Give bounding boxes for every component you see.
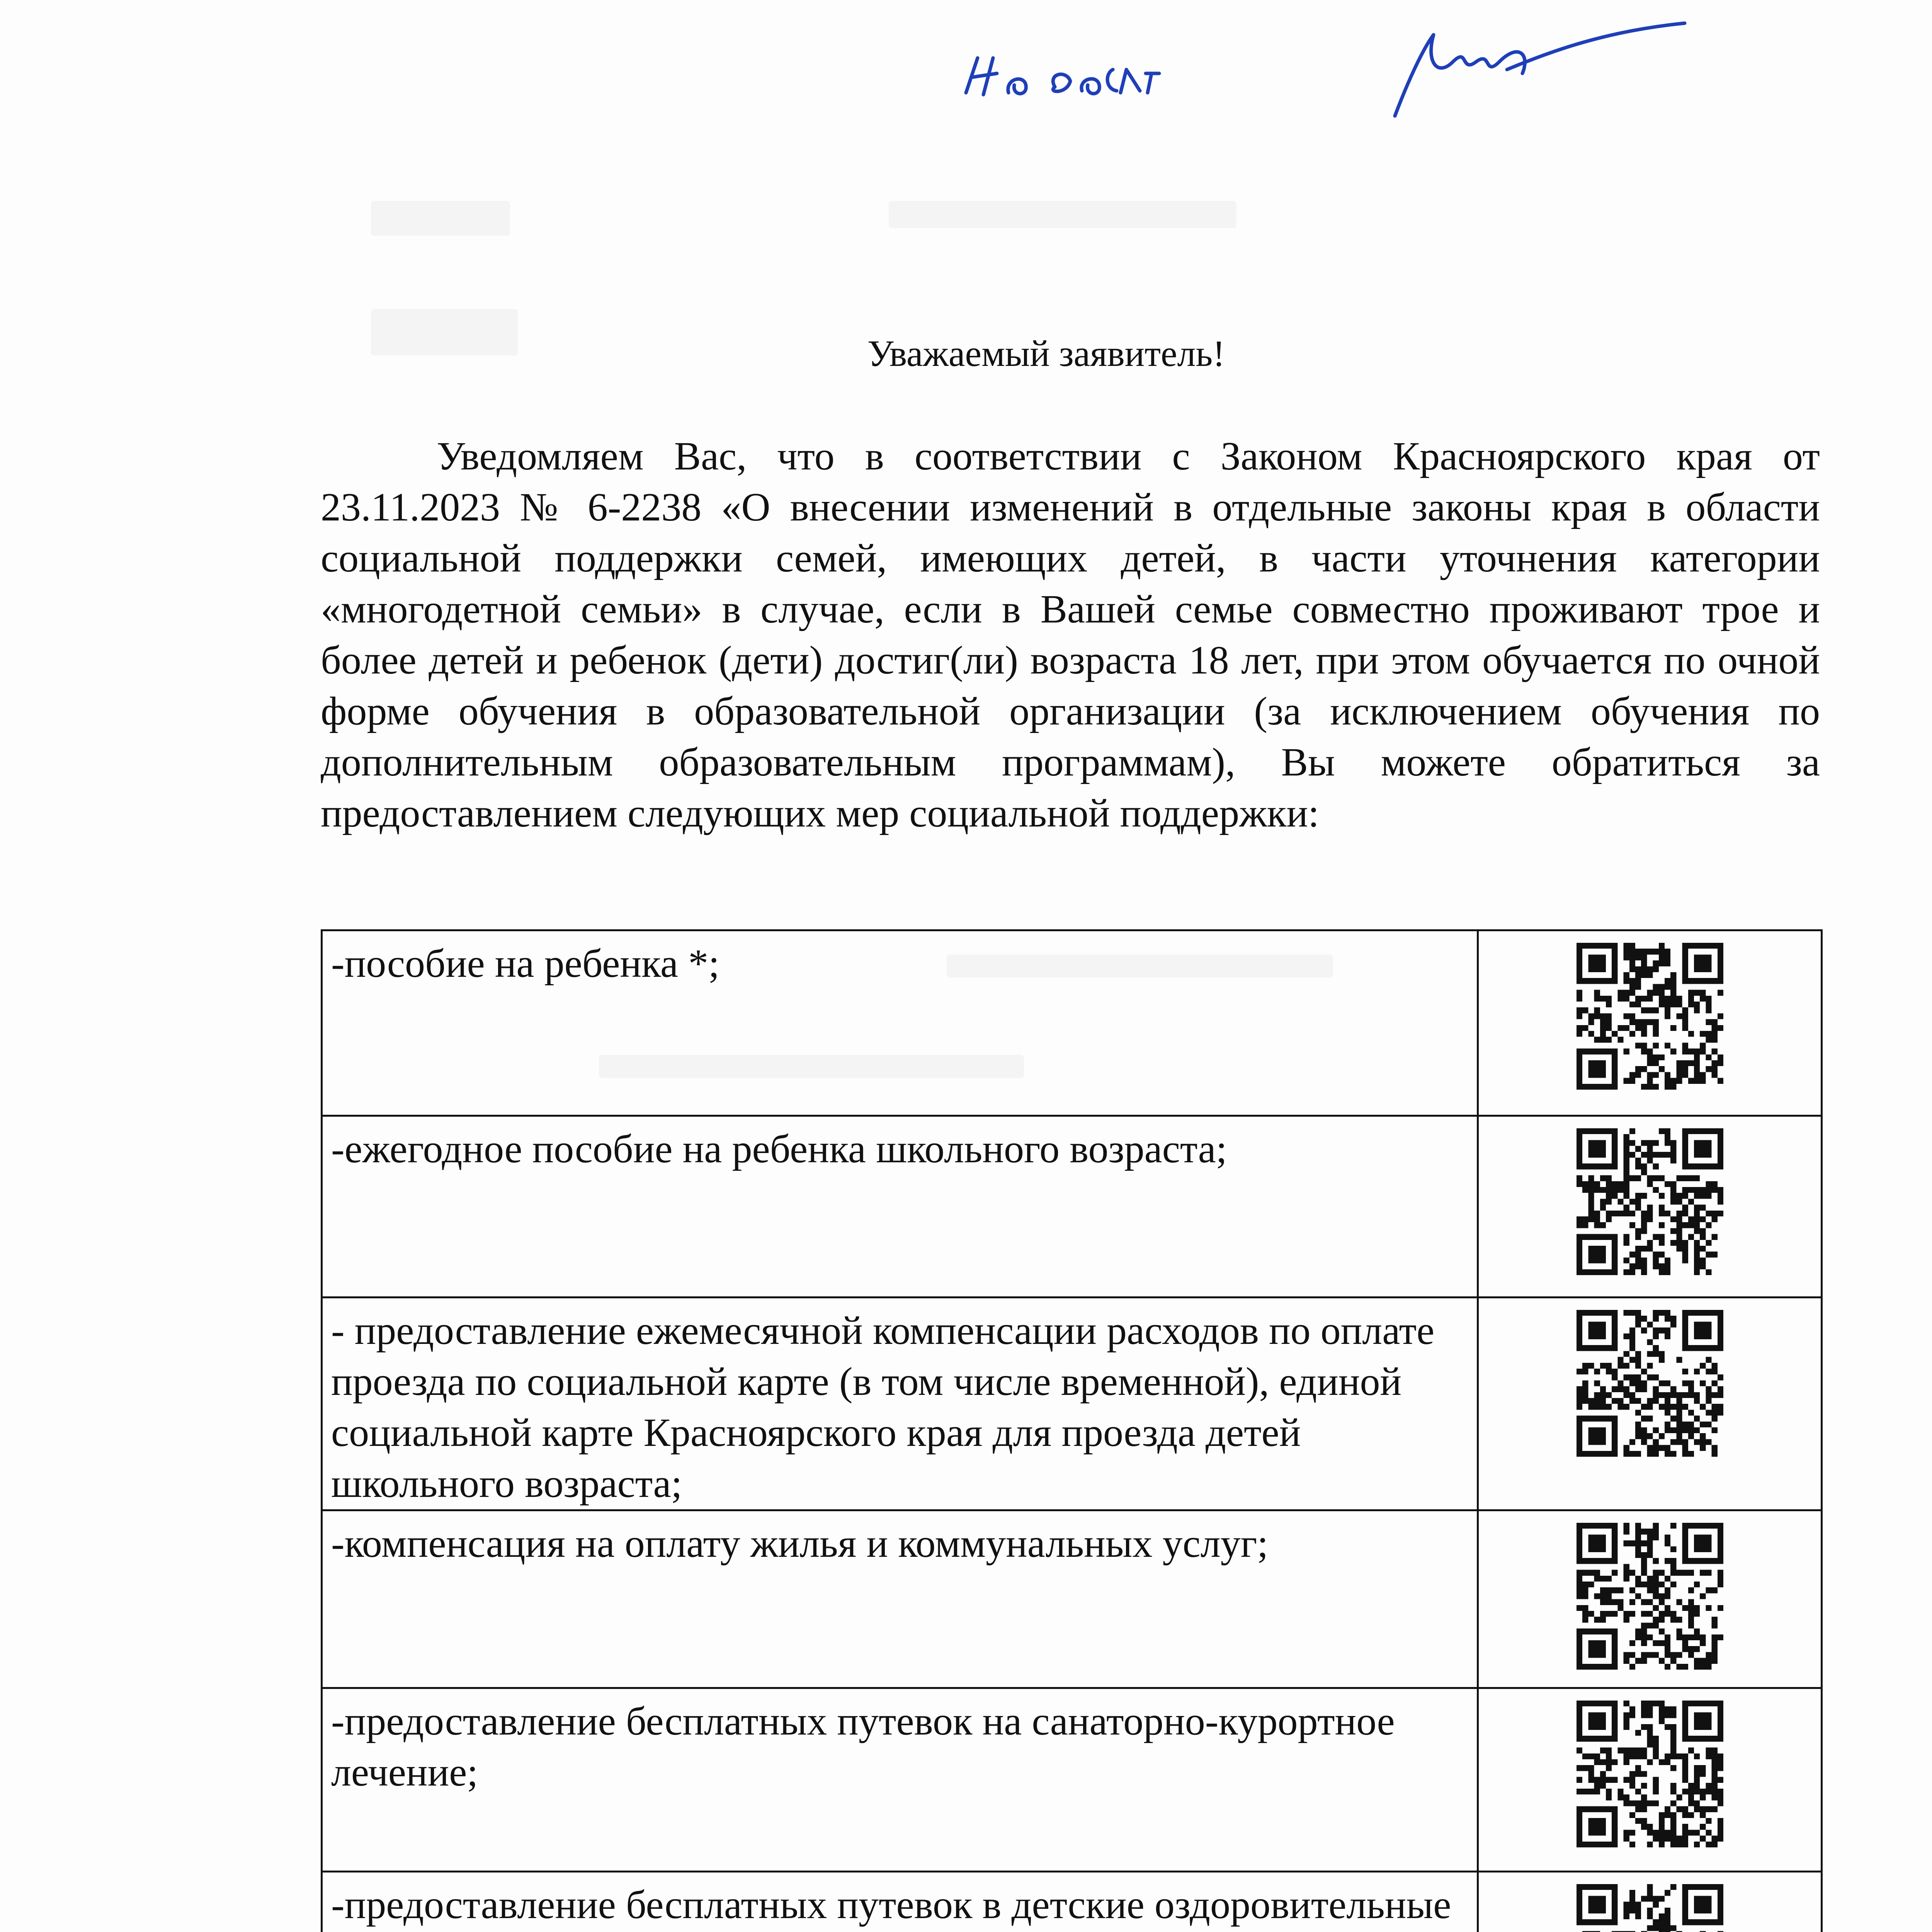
scan-artifact bbox=[889, 201, 1236, 228]
handwritten-note-drawing bbox=[951, 15, 1704, 143]
qr-code-icon[interactable] bbox=[1577, 1128, 1723, 1275]
table-row bbox=[322, 1116, 1822, 1298]
qr-code-icon[interactable] bbox=[1577, 943, 1723, 1090]
handwritten-note bbox=[951, 15, 1704, 143]
qr-code-icon[interactable] bbox=[1577, 1701, 1723, 1847]
table-row bbox=[322, 930, 1822, 1116]
qr-code-graphic bbox=[1577, 1523, 1723, 1670]
greeting-heading: Уважаемый заявитель! bbox=[867, 333, 1225, 374]
measure-text: -ежегодное пособие на ребенка школьного возраста; bbox=[322, 1116, 1478, 1298]
qr-code-graphic bbox=[1577, 943, 1723, 1090]
measure-text: - предоставление ежемесячной компенсации расходов по оплате проезда по социальной карте (в том числе временной), единой социальной карте Красноярского края для проезда детей школьного возраста; bbox=[322, 1298, 1478, 1510]
qr-cell bbox=[1478, 1298, 1822, 1510]
qr-cell bbox=[1478, 1872, 1822, 1932]
table-row bbox=[322, 1688, 1822, 1872]
table-row bbox=[322, 1298, 1822, 1510]
measure-text: -пособие на ребенка *; bbox=[322, 930, 1478, 1116]
measures-table bbox=[321, 929, 1823, 1932]
intro-paragraph: Уведомляем Вас, что в соответствии с Законом Красноярского края от 23.11.2023 № 6-2238 «О внесении изменений в отдельные законы края в области социальной поддержки семей, имеющих детей, в части уточнения категории «многодетной семьи» в случае, если в Вашей семье совместно проживают трое и более детей и ребенок (дети) достиг(ли) возраста 18 лет, при этом обучается по очной форме обучения в образовательной организации (за исключением обучения по дополнительным образовательным программам), Вы можете обратиться за предоставлением следующих мер социальной поддержки: bbox=[321, 434, 1820, 835]
qr-modules bbox=[1577, 1310, 1723, 1457]
qr-modules bbox=[1577, 1128, 1723, 1275]
qr-modules bbox=[1577, 1884, 1723, 1932]
qr-code-graphic bbox=[1577, 1310, 1723, 1457]
qr-code-icon[interactable] bbox=[1577, 1523, 1723, 1670]
measure-text: -предоставление бесплатных путевок в детские оздоровительные bbox=[322, 1872, 1478, 1932]
qr-code-graphic bbox=[1577, 1884, 1723, 1932]
qr-modules bbox=[1577, 1701, 1723, 1847]
qr-modules bbox=[1577, 1523, 1723, 1670]
qr-modules bbox=[1577, 943, 1723, 1090]
measure-text: -предоставление бесплатных путевок на санаторно-курортное лечение; bbox=[322, 1688, 1478, 1872]
qr-code-icon[interactable] bbox=[1577, 1884, 1723, 1932]
table-row bbox=[322, 1872, 1822, 1932]
qr-cell bbox=[1478, 1116, 1822, 1298]
qr-cell bbox=[1478, 930, 1822, 1116]
table-row bbox=[322, 1510, 1822, 1688]
qr-cell bbox=[1478, 1510, 1822, 1688]
qr-code-graphic bbox=[1577, 1128, 1723, 1275]
qr-code-icon[interactable] bbox=[1577, 1310, 1723, 1457]
qr-code-graphic bbox=[1577, 1701, 1723, 1847]
scan-artifact bbox=[371, 201, 510, 236]
measure-text: -компенсация на оплату жилья и коммунальных услуг; bbox=[322, 1510, 1478, 1688]
qr-cell bbox=[1478, 1688, 1822, 1872]
